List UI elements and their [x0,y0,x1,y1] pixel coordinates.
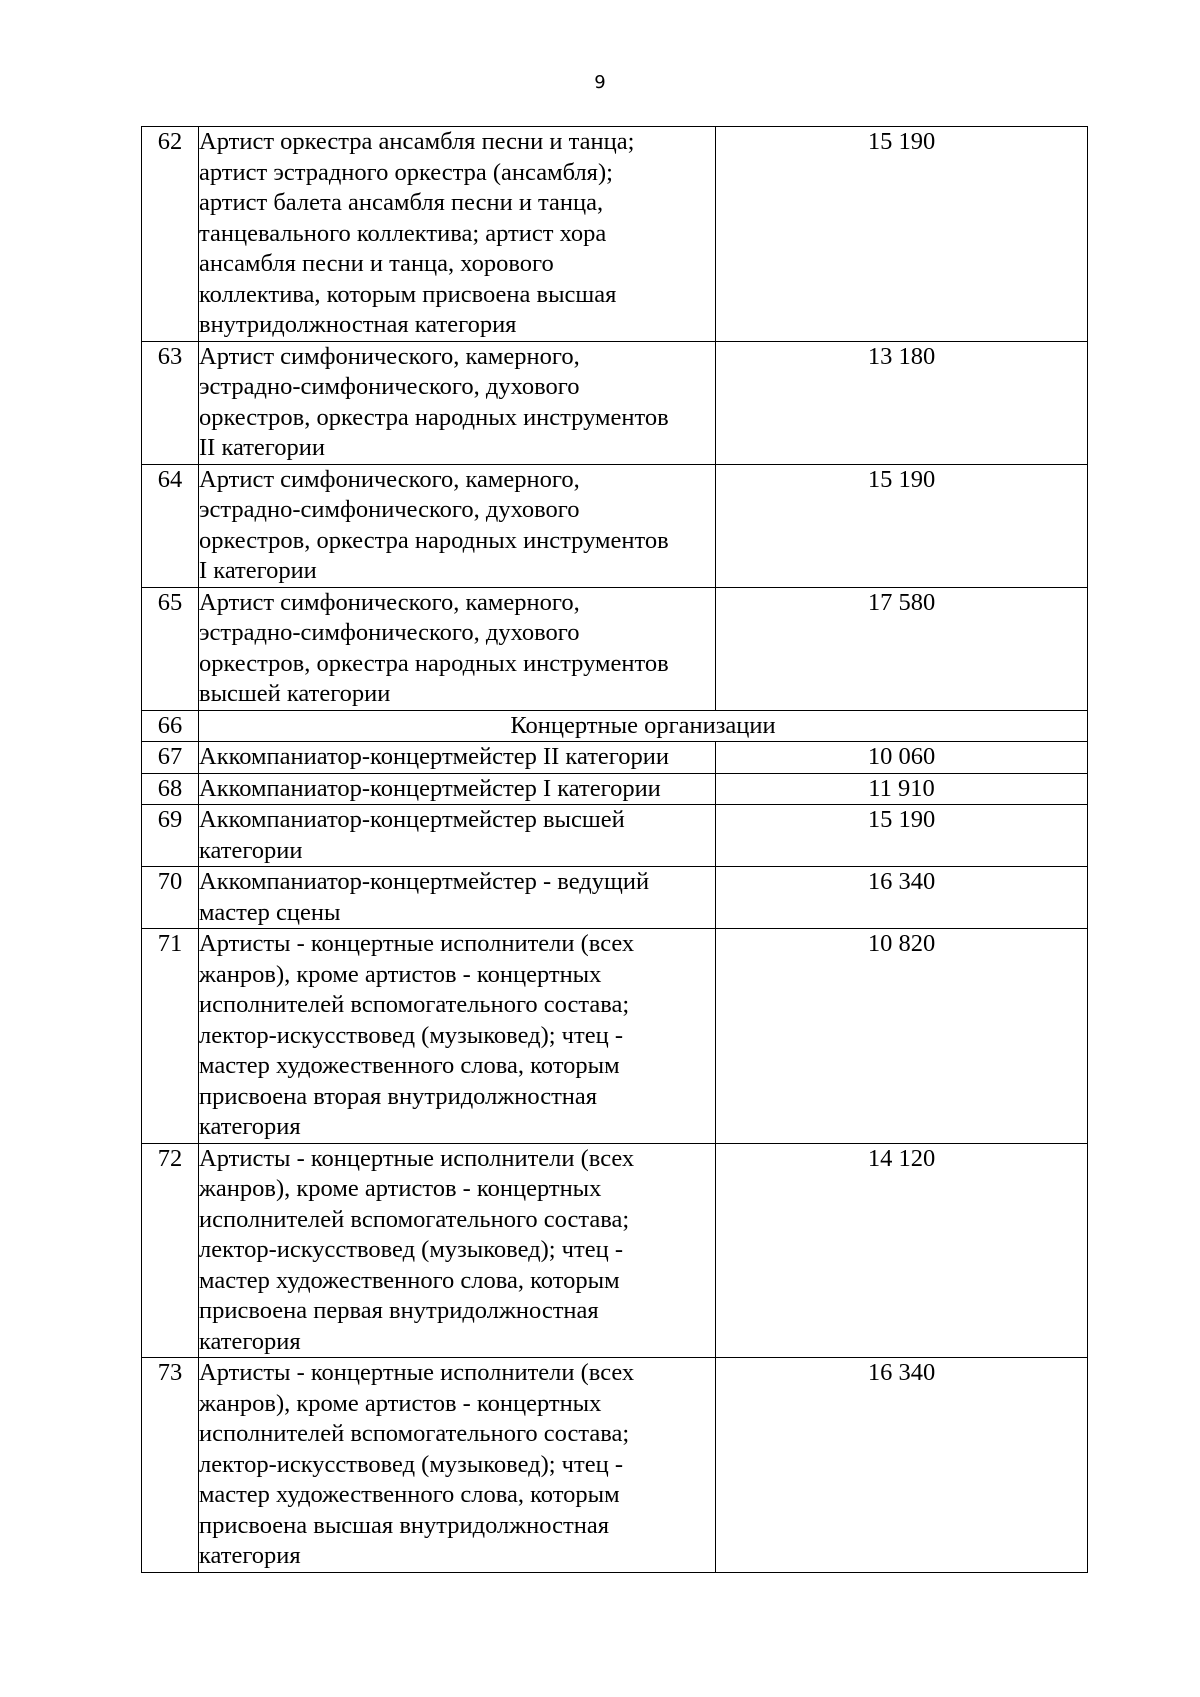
page-number: 9 [594,72,606,93]
table-row [142,929,1088,1144]
salary-value: 15 190 [716,127,1088,342]
salary-value: 11 910 [716,773,1088,805]
table-row [142,587,1088,710]
row-number: 73 [142,1358,199,1573]
position-title: Артист оркестра ансамбля песни и танца; артист эстрадного оркестра (ансамбля); артист балета ансамбля песни и танца, танцевального коллектива; артист хора ансамбля песни и танца, хорового коллектива, которым присвоена высшая внутридолжностная категория [199,127,716,342]
salary-value: 17 580 [716,587,1088,710]
table-row [142,127,1088,342]
position-title: Аккомпаниатор-концертмейстер - ведущий мастер сцены [199,867,716,929]
table-row [142,773,1088,805]
row-number: 72 [142,1143,199,1358]
position-title: Аккомпаниатор-концертмейстер II категории [199,742,716,774]
row-number: 68 [142,773,199,805]
table-row [142,1143,1088,1358]
salary-value: 14 120 [716,1143,1088,1358]
row-number: 64 [142,464,199,587]
salary-value: 16 340 [716,1358,1088,1573]
table-row [142,1358,1088,1573]
section-row [142,710,1088,742]
section-heading: Концертные организации [199,710,1088,742]
salary-value: 15 190 [716,805,1088,867]
salary-value: 16 340 [716,867,1088,929]
salary-value: 13 180 [716,341,1088,464]
table-row [142,805,1088,867]
salary-value: 15 190 [716,464,1088,587]
row-number: 62 [142,127,199,342]
table-row [142,867,1088,929]
position-title: Артисты - концертные исполнители (всех жанров), кроме артистов - концертных исполнителей вспомогательного состава; лектор-искусствовед (музыковед); чтец - мастер художественного слова, которым присвоена первая внутридолжностная категория [199,1143,716,1358]
table-row [142,464,1088,587]
position-title: Артист симфонического, камерного, эстрадно-симфонического, духового оркестров, оркестра народных инструментов II категории [199,341,716,464]
row-number: 63 [142,341,199,464]
row-number: 69 [142,805,199,867]
position-title: Аккомпаниатор-концертмейстер высшей категории [199,805,716,867]
row-number: 65 [142,587,199,710]
row-number: 70 [142,867,199,929]
table-row [142,341,1088,464]
salary-value: 10 060 [716,742,1088,774]
row-number: 66 [142,710,199,742]
salary-table [141,126,1088,1573]
position-title: Артист симфонического, камерного, эстрадно-симфонического, духового оркестров, оркестра народных инструментов I категории [199,464,716,587]
salary-value: 10 820 [716,929,1088,1144]
position-title: Артисты - концертные исполнители (всех жанров), кроме артистов - концертных исполнителей вспомогательного состава; лектор-искусствовед (музыковед); чтец - мастер художественного слова, которым присвоена вторая внутридолжностная категория [199,929,716,1144]
position-title: Артисты - концертные исполнители (всех жанров), кроме артистов - концертных исполнителей вспомогательного состава; лектор-искусствовед (музыковед); чтец - мастер художественного слова, которым присвоена высшая внутридолжностная категория [199,1358,716,1573]
row-number: 67 [142,742,199,774]
position-title: Артист симфонического, камерного, эстрадно-симфонического, духового оркестров, оркестра народных инструментов высшей категории [199,587,716,710]
position-title: Аккомпаниатор-концертмейстер I категории [199,773,716,805]
table-row [142,742,1088,774]
row-number: 71 [142,929,199,1144]
